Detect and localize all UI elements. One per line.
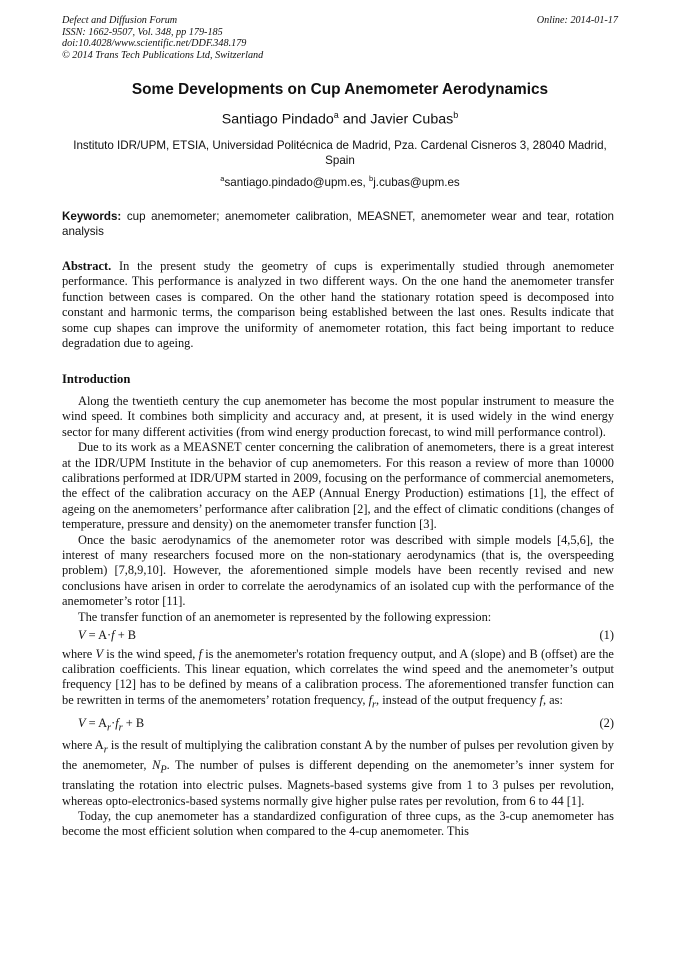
author-1: Santiago Pindado bbox=[221, 111, 334, 128]
doi-line: doi:10.4028/www.scientific.net/DDF.348.179 bbox=[62, 38, 247, 50]
intro-paragraph-6: where $A_r$ is the result of multiplying the calibration constant A by the number of pulses per revolution given by the anemometer, $N_P$. The number of pulses is different depending on the anemometer’s inner system for translating the rotation into electric pulses. Magnets-based systems give from 1 to 3 pulses per revolution, whereas opto-electronics-based systems normally give higher pulse rates per revolution, from 6 to 44 [1]. bbox=[62, 738, 615, 808]
affiliation: Instituto IDR/UPM, ETSIA, Universidad Politécnica de Madrid, Pza. Cardenal Cisneros 3, 28040 Madrid, Spain bbox=[73, 139, 607, 168]
keywords-text: cup anemometer; anemometer calibration, MEASNET, anemometer wear and tear, rotation analysis bbox=[62, 210, 615, 238]
author-line bbox=[62, 110, 618, 128]
email-line bbox=[62, 174, 618, 189]
email-2: j.cubas@upm.es bbox=[373, 175, 460, 189]
online-date: Online: 2014-01-17 bbox=[536, 15, 618, 26]
author-1-marker: a bbox=[333, 110, 339, 120]
intro-paragraph-7: Today, the cup anemometer has a standardized configuration of three cups, as the 3-cup anemometer has become the most efficient solution when compared to the 4-cup anemometer. This bbox=[62, 809, 614, 839]
intro-paragraph-4: The transfer function of an anemometer is represented by the following expression: bbox=[78, 609, 492, 624]
email-1: santiago.pindado@upm.es, bbox=[224, 175, 366, 189]
email-1-marker: a bbox=[220, 174, 225, 183]
copyright-line: © 2014 Trans Tech Publications Ltd, Switzerland bbox=[62, 49, 264, 61]
abstract-label: Abstract. bbox=[62, 259, 112, 273]
intro-paragraph-3: Once the basic aerodynamics of the anemometer rotor was described with simple models [4,5,6], the interest of many researchers focused more on the non-stationary aerodynamics (that is, the overspeeding problem) [7,8,9,10]. However, the aforementioned simple models have been recently revised and new conclusions have arisen in order to correlate the aerodynamics of an isolated cup with the performance of the anemometer’s rotor [11]. bbox=[62, 532, 614, 609]
abstract-text: In the present study the geometry of cups is experimentally studied through anemometer performance. This performance is analyzed in two different ways. On the one hand the anemometer transfer function between cases is compared. On the other hand the stationary rotation speed is decomposed into constant and harmonic terms, the comparison being established between the last ones. Results indicate that some cup shapes can improve the uniformity of anemometer rotation, this fact being important to reduce degradation due to ageing. bbox=[62, 259, 615, 351]
equation-1-expression: V = A·f + B bbox=[78, 628, 137, 643]
equation-2 bbox=[62, 716, 614, 736]
author-2: Javier Cubas bbox=[370, 111, 454, 128]
keywords bbox=[62, 209, 614, 239]
equation-1-number: (1) bbox=[599, 628, 614, 643]
intro-paragraph-1: Along the twentieth century the cup anemometer has become the most popular instrument to measure the wind speed. It combines both simplicity and accuracy and, at present, it is used widely in the wind energy sector for many different activities (from wind energy production forecast, to wind mill performance control). bbox=[62, 394, 614, 439]
abstract bbox=[62, 259, 614, 351]
equation-1 bbox=[62, 628, 614, 643]
author-2-marker: b bbox=[453, 110, 459, 120]
introduction-body bbox=[62, 394, 614, 840]
paper-title: Some Developments on Cup Anemometer Aerodynamics bbox=[131, 81, 549, 98]
intro-paragraph-5: where V is the wind speed, f is the anemometer's rotation frequency output, and A (slope) and B (offset) are the calibration coefficients. This linear equation, which correlates the wind speed and the anemometer’s output frequency [12] has to be defined by means of a calibration process. The aforementioned transfer function can be rewritten in terms of the anemometers’ rotation frequency, $f_r$, instead of the output frequency f, as: bbox=[62, 646, 614, 711]
intro-paragraph-2: Due to its work as a MEASNET center concerning the calibration of anemometers, there is a great interest at the IDR/UPM Institute in the behavior of cup anemometers. For this reason a review of more than 10000 calibrations performed at IDR/UPM started in 2009, focusing on the performance of commercial anemometers, the effect of the calibration accuracy on the AEP (Annual Energy Production) estimations [1], the effect of ageing on the anemometers’ performance after calibration [2], and the effect of climatic conditions (changes of temperature, pressure and density) on the anemometer transfer function [3]. bbox=[62, 440, 614, 532]
journal-header bbox=[62, 15, 618, 61]
journal-name: Defect and Diffusion Forum bbox=[62, 15, 178, 26]
equation-2-expression: $V = A_r\cdot f_r + B$ bbox=[78, 715, 145, 734]
equation-2-number: (2) bbox=[599, 715, 614, 730]
keywords-label: Keywords: bbox=[62, 210, 122, 223]
issn-line: ISSN: 1662-9507, Vol. 348, pp 179-185 bbox=[62, 26, 223, 38]
author-conjunction: and bbox=[342, 111, 367, 128]
email-2-marker: b bbox=[369, 174, 374, 183]
section-title-introduction: Introduction bbox=[62, 372, 131, 386]
